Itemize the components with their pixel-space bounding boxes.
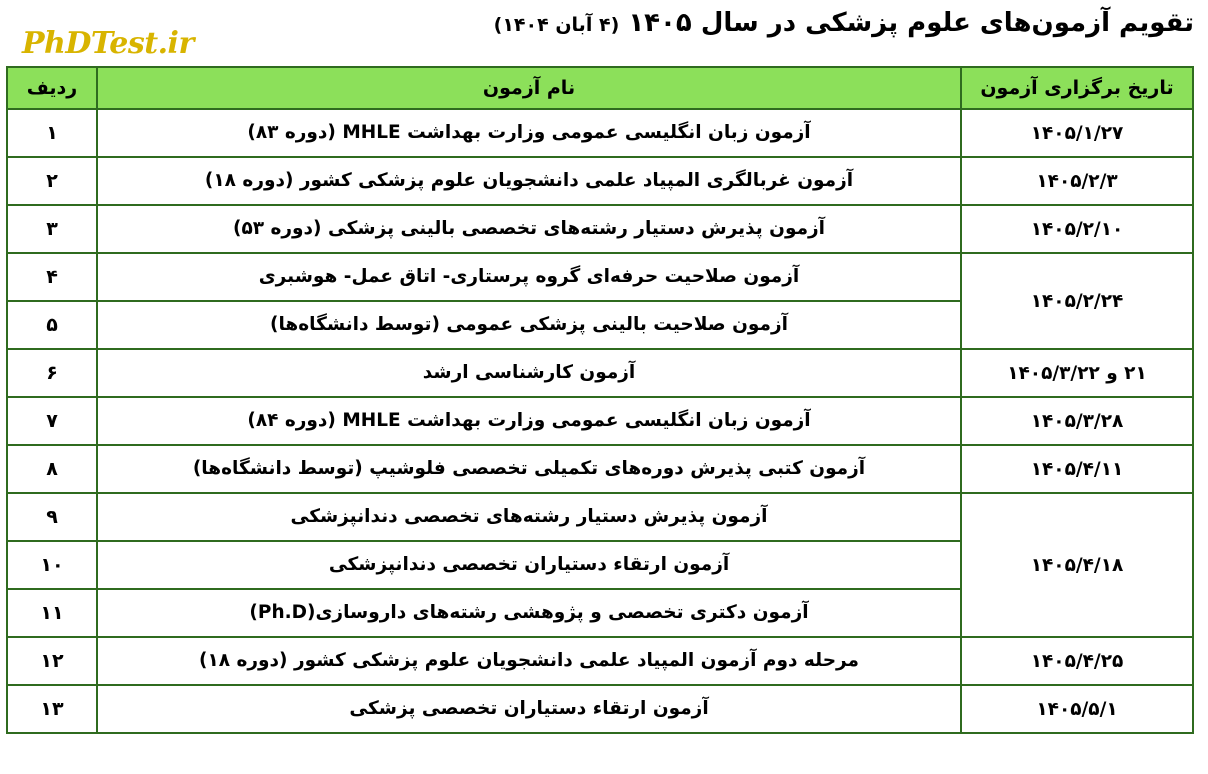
cell-exam-name: آزمون پذیرش دستیار رشته‌های تخصصی دندانپزشکی (97, 493, 961, 541)
cell-row-number: ۱۱ (7, 589, 97, 637)
column-header-date: تاریخ برگزاری آزمون (961, 67, 1193, 109)
site-watermark: PhDTest.ir (22, 26, 194, 61)
table-row (7, 349, 1193, 397)
cell-row-number: ۱۲ (7, 637, 97, 685)
cell-exam-date: ۱۴۰۵/۴/۱۸ (961, 493, 1193, 637)
table-row (7, 157, 1193, 205)
cell-exam-date: ۱۴۰۵/۲/۱۰ (961, 205, 1193, 253)
cell-exam-name: آزمون زبان انگلیسی عمومی وزارت بهداشت MHLE (دوره ۸۳) (97, 109, 961, 157)
exam-calendar-table (6, 66, 1194, 734)
cell-exam-name: آزمون صلاحیت بالینی پزشکی عمومی (توسط دانشگاه‌ها) (97, 301, 961, 349)
table-row (7, 397, 1193, 445)
cell-exam-date: ۱۴۰۵/۵/۱ (961, 685, 1193, 733)
cell-exam-name: آزمون پذیرش دستیار رشته‌های تخصصی بالینی پزشکی (دوره ۵۳) (97, 205, 961, 253)
cell-exam-date: ۲۱ و ۱۴۰۵/۳/۲۲ (961, 349, 1193, 397)
cell-exam-date: ۱۴۰۵/۳/۲۸ (961, 397, 1193, 445)
cell-exam-date: ۱۴۰۵/۲/۲۴ (961, 253, 1193, 349)
table-row (7, 253, 1193, 301)
table-head (7, 67, 1193, 109)
table-row (7, 637, 1193, 685)
table-row (7, 445, 1193, 493)
cell-row-number: ۱۰ (7, 541, 97, 589)
cell-row-number: ۹ (7, 493, 97, 541)
page-title-subtitle: (۴ آبان ۱۴۰۴) (493, 14, 620, 36)
cell-exam-date: ۱۴۰۵/۲/۳ (961, 157, 1193, 205)
table-row (7, 493, 1193, 541)
cell-exam-date: ۱۴۰۵/۴/۲۵ (961, 637, 1193, 685)
cell-row-number: ۸ (7, 445, 97, 493)
cell-exam-date: ۱۴۰۵/۴/۱۱ (961, 445, 1193, 493)
cell-row-number: ۲ (7, 157, 97, 205)
cell-exam-name: آزمون صلاحیت حرفه‌ای گروه پرستاری- اتاق عمل- هوشبری (97, 253, 961, 301)
cell-exam-name: آزمون ارتقاء دستیاران تخصصی دندانپزشکی (97, 541, 961, 589)
cell-row-number: ۳ (7, 205, 97, 253)
cell-row-number: ۴ (7, 253, 97, 301)
cell-exam-name: آزمون کتبی پذیرش دوره‌های تکمیلی تخصصی فلوشیپ (توسط دانشگاه‌ها) (97, 445, 961, 493)
cell-row-number: ۱ (7, 109, 97, 157)
cell-row-number: ۶ (7, 349, 97, 397)
table-row (7, 205, 1193, 253)
cell-exam-name: مرحله دوم آزمون المپیاد علمی دانشجویان علوم پزشکی کشور (دوره ۱۸) (97, 637, 961, 685)
table-row (7, 685, 1193, 733)
cell-exam-name: آزمون زبان انگلیسی عمومی وزارت بهداشت MHLE (دوره ۸۴) (97, 397, 961, 445)
table-row (7, 109, 1193, 157)
page-title-main: تقویم آزمون‌های علوم پزشکی در سال ۱۴۰۵ (628, 8, 1194, 38)
column-header-name: نام آزمون (97, 67, 961, 109)
cell-exam-name: آزمون کارشناسی ارشد (97, 349, 961, 397)
page-title (494, 8, 1194, 38)
column-header-row: ردیف (7, 67, 97, 109)
cell-row-number: ۵ (7, 301, 97, 349)
cell-row-number: ۷ (7, 397, 97, 445)
cell-row-number: ۱۳ (7, 685, 97, 733)
cell-exam-name: آزمون ارتقاء دستیاران تخصصی پزشکی (97, 685, 961, 733)
table-header-row (7, 67, 1193, 109)
cell-exam-name: آزمون دکتری تخصصی و پژوهشی رشته‌های داروسازی(Ph.D) (97, 589, 961, 637)
cell-exam-name: آزمون غربالگری المپیاد علمی دانشجویان علوم پزشکی کشور (دوره ۱۸) (97, 157, 961, 205)
table-body (7, 109, 1193, 733)
document-header (0, 0, 1208, 66)
cell-exam-date: ۱۴۰۵/۱/۲۷ (961, 109, 1193, 157)
